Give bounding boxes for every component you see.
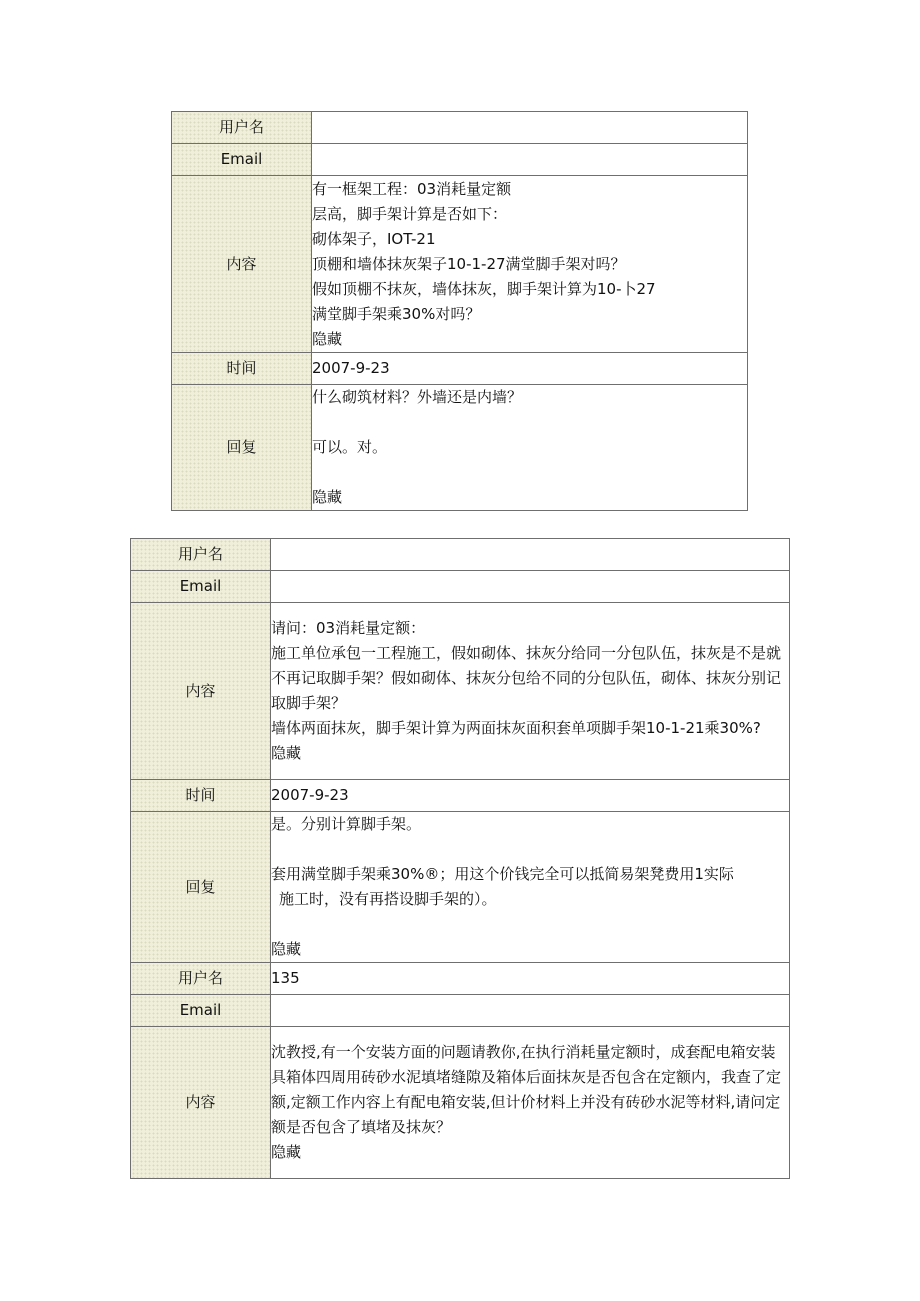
post-table-1 (171, 111, 748, 511)
reply-label: 回复 (131, 812, 271, 963)
email-row (131, 571, 790, 603)
content-line: 请问：03消耗量定额： (271, 619, 426, 637)
reply-value (312, 385, 748, 511)
email-value (271, 571, 790, 603)
reply-line: 可以。对。 (312, 438, 388, 456)
time-label: 时间 (131, 780, 271, 812)
reply-line: 套用满堂脚手架乘30%®；用这个价钱完全可以抵简易架凳费用1实际 (271, 865, 734, 883)
time-value: 2007-9-23 (271, 780, 790, 812)
hide-link[interactable]: 隐藏 (271, 1143, 302, 1161)
email-row (131, 995, 790, 1027)
content-line: 沈教授,有一个安装方面的问题请教你,在执行消耗量定额时，成套配电箱安装具箱体四周用砖砂水泥填堵缝隙及箱体后面抹灰是否包含在定额内，我查了定额,定额工作内容上有配电箱安装,但计价材料上并没有砖砂水泥等材料,请问定额是否包含了填堵及抹灰？ (271, 1043, 782, 1136)
time-value: 2007-9-23 (312, 353, 748, 385)
time-row (172, 353, 748, 385)
content-value (271, 1027, 790, 1179)
username-row (131, 539, 790, 571)
content-label: 内容 (172, 176, 312, 353)
content-line: 有一框架工程：03消耗量定额 (312, 179, 512, 198)
reply-value (271, 812, 790, 963)
content-line: 墙体两面抹灰，脚手架计算为两面抹灰面积套单项脚手架10-1-21乘30%? (271, 719, 761, 737)
post-table-2 (130, 538, 790, 1179)
content-row (131, 603, 790, 780)
content-value (271, 603, 790, 780)
reply-line: 什么砌筑材料？外墙还是内墙？ (312, 388, 523, 406)
hide-link[interactable]: 隐藏 (271, 744, 302, 762)
username-label: 用户名 (172, 112, 312, 144)
username-row (131, 963, 790, 995)
email-value (271, 995, 790, 1027)
content-line: 假如顶棚不抹灰，墙体抹灰，脚手架计算为10-卜27 (312, 279, 656, 298)
content-row (131, 1027, 790, 1179)
content-row (172, 176, 748, 353)
username-label: 用户名 (131, 963, 271, 995)
username-value (271, 539, 790, 571)
email-label: Email (131, 995, 271, 1027)
username-value (312, 112, 748, 144)
reply-label: 回复 (172, 385, 312, 511)
content-line: 层高，脚手架计算是否如下： (312, 204, 508, 223)
username-row (172, 112, 748, 144)
username-label: 用户名 (131, 539, 271, 571)
email-row (172, 144, 748, 176)
reply-line: 是。分别计算脚手架。 (271, 815, 422, 833)
hide-link[interactable]: 隐藏 (312, 329, 343, 348)
email-label: Email (131, 571, 271, 603)
email-value (312, 144, 748, 176)
content-value (312, 176, 748, 353)
hide-link[interactable]: 隐藏 (312, 488, 343, 506)
time-label: 时间 (172, 353, 312, 385)
content-line: 满堂脚手架乘30%对吗？ (312, 304, 481, 323)
hide-link[interactable]: 隐藏 (271, 940, 302, 958)
username-value: 135 (271, 963, 790, 995)
email-label: Email (172, 144, 312, 176)
content-label: 内容 (131, 603, 271, 780)
content-line: 顶棚和墙体抹灰架子10-1-27满堂脚手架对吗？ (312, 254, 626, 273)
reply-row (131, 812, 790, 963)
time-row (131, 780, 790, 812)
content-line: 砌体架子，IOT-21 (312, 229, 436, 248)
content-label: 内容 (131, 1027, 271, 1179)
reply-row (172, 385, 748, 511)
reply-line: 施工时，没有再搭设脚手架的）。 (279, 890, 497, 908)
content-line: 施工单位承包一工程施工，假如砌体、抹灰分给同一分包队伍，抹灰是不是就不再记取脚手架？假如砌体、抹灰分包给不同的分包队伍，砌体、抹灰分别记取脚手架？ (271, 644, 782, 712)
